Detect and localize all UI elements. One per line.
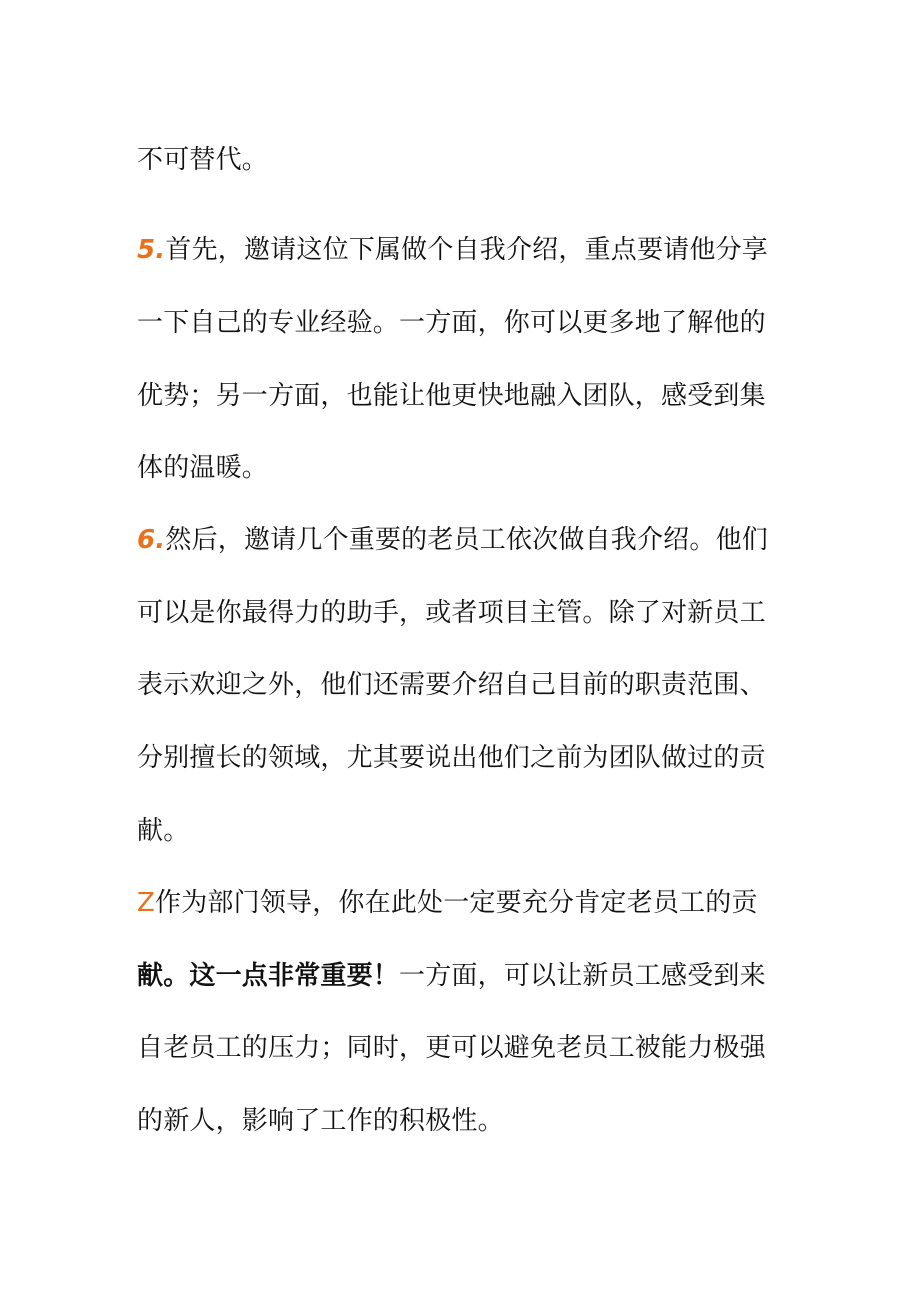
line-text: 优势；另一方面，也能让他更快地融入团队，感受到集 — [137, 381, 766, 411]
list-marker-z: Z — [137, 888, 156, 918]
text-line-12 — [137, 958, 766, 994]
list-item-5-line-1 — [137, 232, 768, 268]
text-line-13 — [137, 1030, 766, 1066]
line-text: 表示欢迎之外，他们还需要介绍自己目前的职责范围、 — [137, 670, 766, 700]
list-item-z-line-1 — [137, 885, 758, 921]
line-text: 的新人，影响了工作的积极性。 — [137, 1106, 504, 1136]
line-text: 体的温暖。 — [137, 453, 269, 483]
emphasis-text: 献。这一点非常重要！ — [137, 961, 400, 991]
list-number-6: 6. — [137, 525, 166, 555]
line-text: 作为部门领导，你在此处一定要充分肯定老员工的贡 — [155, 888, 758, 918]
list-number-5: 5. — [137, 235, 166, 265]
line-text: 可以是你最得力的助手，或者项目主管。除了对新员工 — [137, 598, 766, 628]
text-line-10 — [137, 813, 189, 849]
text-line-5 — [137, 450, 268, 486]
line-text: 不可替代。 — [137, 145, 269, 175]
line-text: 首先，邀请这位下属做个自我介绍，重点要请他分享 — [165, 235, 768, 265]
text-line-3 — [137, 305, 766, 341]
text-line-7 — [137, 595, 766, 631]
line-text: 分别擅长的领域，尤其要说出他们之前为团队做过的贡 — [137, 743, 766, 773]
line-text: 献。 — [137, 816, 190, 846]
text-line-4 — [137, 378, 766, 414]
text-line-14 — [137, 1103, 504, 1139]
line-text: 一下自己的专业经验。一方面，你可以更多地了解他的 — [137, 308, 766, 338]
line-text: 然后，邀请几个重要的老员工依次做自我介绍。他们 — [165, 525, 768, 555]
line-text: 自老员工的压力；同时，更可以避免老员工被能力极强 — [137, 1033, 766, 1063]
text-line-1 — [137, 142, 268, 178]
line-text: 一方面，可以让新员工感受到来 — [399, 961, 766, 991]
text-line-8 — [137, 667, 766, 703]
text-line-9 — [137, 740, 766, 776]
list-item-6-line-1 — [137, 522, 768, 558]
